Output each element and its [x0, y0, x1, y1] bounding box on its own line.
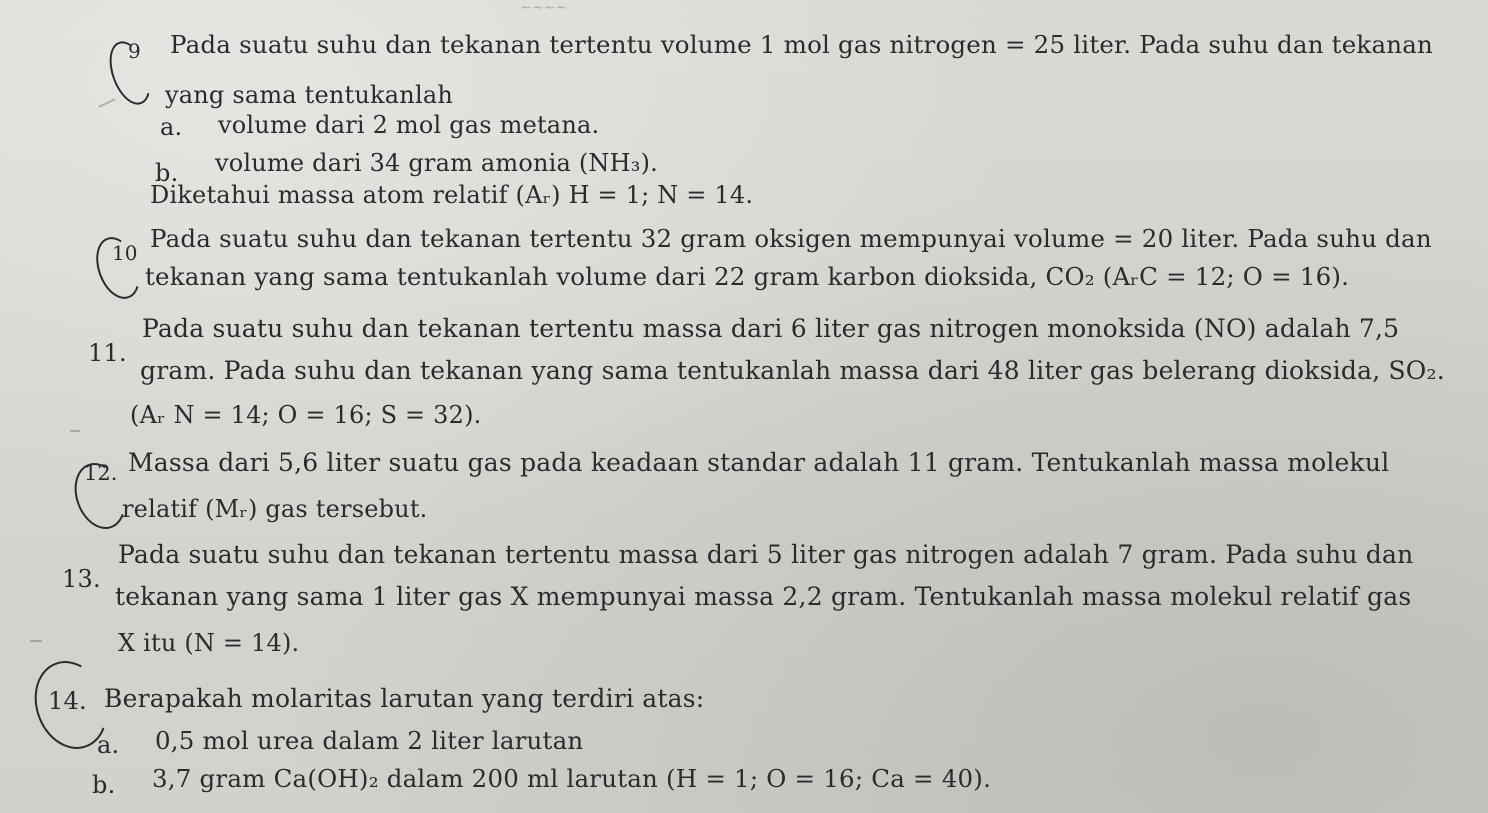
question-14-line-1: Berapakah molaritas larutan yang terdiri atas:	[104, 684, 705, 713]
question-11-line-1: Pada suatu suhu dan tekanan tertentu massa dari 6 liter gas nitrogen monoksida (NO) adalah 7,5	[142, 314, 1400, 343]
question-13-line-1: Pada suatu suhu dan tekanan tertentu massa dari 5 liter gas nitrogen adalah 7 gram. Pada suhu dan	[118, 540, 1414, 569]
question-14-a-text: 0,5 mol urea dalam 2 liter larutan	[155, 726, 584, 755]
question-14-b-text: 3,7 gram Ca(OH)₂ dalam 200 ml larutan (H = 1; O = 16; Ca = 40).	[152, 764, 992, 793]
question-12-line-2: relatif (Mᵣ) gas tersebut.	[122, 495, 428, 523]
question-12-line-1: Massa dari 5,6 liter suatu gas pada keadaan standar adalah 11 gram. Tentukanlah massa molekul	[128, 448, 1390, 477]
question-14-b-label: b.	[92, 771, 116, 799]
question-9-b-text: volume dari 34 gram amonia (NH₃).	[215, 149, 658, 177]
question-13-line-2: tekanan yang sama 1 liter gas X mempunyai massa 2,2 gram. Tentukanlah massa molekul relatif gas	[115, 582, 1412, 611]
question-12-number: 12.	[84, 461, 118, 485]
question-11-number: 11.	[88, 339, 127, 367]
question-14-a-label: a.	[97, 731, 120, 759]
question-14-number: 14.	[48, 687, 87, 715]
pencil-mark	[30, 640, 42, 642]
question-11-line-3: (Aᵣ N = 14; O = 16; S = 32).	[130, 401, 482, 429]
question-10-line-1: Pada suatu suhu dan tekanan tertentu 32 gram oksigen mempunyai volume = 20 liter. Pada suhu dan	[150, 224, 1432, 253]
pencil-mark	[70, 430, 80, 432]
question-11-line-2: gram. Pada suhu dan tekanan yang sama tentukanlah massa dari 48 liter gas belerang dioksida, SO₂.	[140, 356, 1445, 385]
question-13-line-3: X itu (N = 14).	[118, 629, 300, 657]
question-9-line-2: yang sama tentukanlah	[165, 81, 453, 109]
question-9-b-label: b.	[155, 159, 179, 187]
question-9-number: 9	[128, 39, 141, 63]
question-9-a-text: volume dari 2 mol gas metana.	[218, 111, 600, 139]
pencil-mark	[99, 98, 116, 107]
question-9-line-1: Pada suatu suhu dan tekanan tertentu volume 1 mol gas nitrogen = 25 liter. Pada suhu dan tekanan	[170, 30, 1434, 59]
question-13-number: 13.	[62, 565, 101, 593]
question-9-a-label: a.	[160, 113, 183, 141]
question-10-line-2: tekanan yang sama tentukanlah volume dari 22 gram karbon dioksida, CO₂ (AᵣC = 12; O = 16).	[145, 262, 1350, 291]
question-10-number: 10	[112, 241, 138, 265]
question-9-given: Diketahui massa atom relatif (Aᵣ) H = 1; N = 14.	[150, 181, 754, 209]
pencil-scribble-top: ~~~~	[520, 0, 567, 16]
